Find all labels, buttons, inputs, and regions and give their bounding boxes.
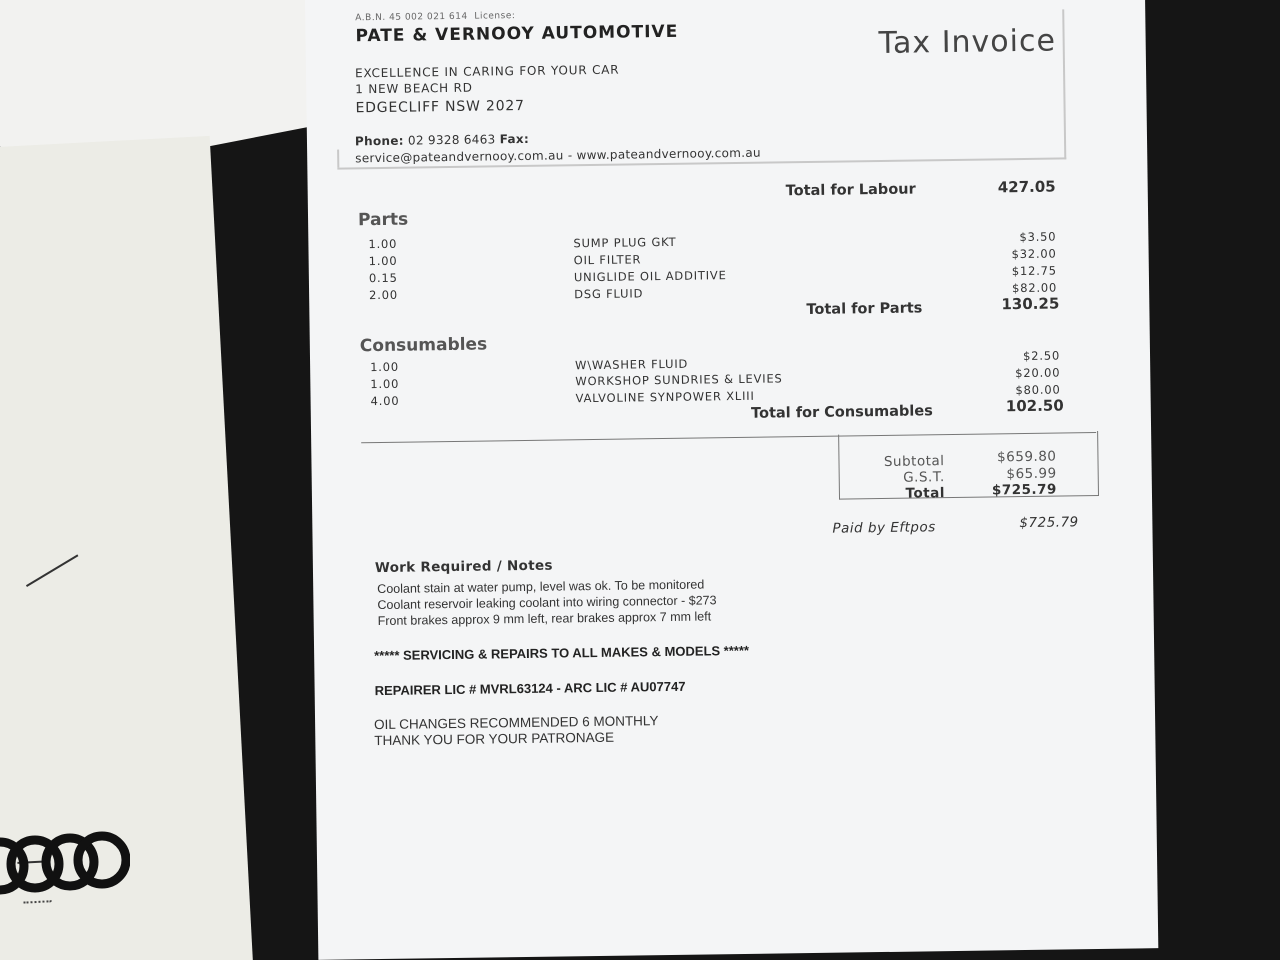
company-tagline: EXCELLENCE IN CARING FOR YOUR CAR [354, 62, 620, 81]
abn-line: A.B.N. 45 002 021 614 License: [355, 11, 516, 24]
gst-value: $65.99 [1006, 465, 1057, 483]
address-line-1: 1 NEW BEACH RD [355, 80, 473, 97]
parts-total-value: 130.25 [1001, 294, 1060, 314]
payment-amount: $725.79 [1019, 514, 1079, 532]
subtotal-value: $659.80 [997, 448, 1057, 466]
envelope-pen-mark [26, 554, 78, 587]
services-banner: ***** SERVICING & REPAIRS TO ALL MAKES & MODELS ***** [374, 642, 750, 664]
gst-label: G.S.T. [903, 469, 945, 486]
tax-invoice: A.B.N. 45 002 021 614 License: PATE & VERNOOY AUTOMOTIVE Tax Invoice EXCELLENCE IN CARING FOR YOUR CAR 1 NEW BEACH RD EDGECLIFF NSW 2027 Phone: 02 9328 6463 Fax: service@pateandvernooy.com.au - www.pateandvernooy.com.au Total for Labour 427.05 Parts 1.00 SUMP PLUG GKT $3.50 1.00 OIL FILTER $32.00 0.15 UNIGLIDE OIL ADDITIVE $12.75 2.00 DSG FLUID $82.00 Total for Parts 130.25 Consumables 1.00 W\WASHER FLUID $2.50 1.00 WORKSHOP SUNDRIES & LEVIES $20.00 4.00 VALVOLINE SYNPOWER XLIII $80.00 Total for Consumables 102.50 Subtotal $659.80 G.S.T. $65.99 Total $725.79 Paid by Eftpos $725.79 Work Required / Notes Coolant stain at water pump, level was ok. To be monitored Coolant reservoir leaking coolant into wiring connector - $273 Front brakes approx 9 mm left, rear brakes approx 7 mm left ***** SERVICING & REPAIRS TO ALL MAKES & MODELS ***** REPAIRER LIC # MVRL63124 - ARC LIC # AU07747 OIL CHANGES RECOMMENDED 6 MONTHLY THANK YOU FOR YOUR PATRONAGE [305, 0, 1158, 960]
consumables-heading: Consumables [359, 334, 488, 357]
footer-thanks: THANK YOU FOR YOUR PATRONAGE [374, 729, 615, 749]
subtotal-label: Subtotal [883, 453, 945, 470]
contact-web-line: service@pateandvernooy.com.au - www.pateandvernooy.com.au [355, 145, 762, 166]
payment-method: Paid by Eftpos [832, 519, 936, 537]
notes-heading: Work Required / Notes [374, 557, 553, 577]
consumables-total-value: 102.50 [1005, 396, 1064, 416]
consumables-total-label: Total for Consumables [750, 403, 933, 422]
brand-logo-rings [0, 826, 130, 901]
footer-oil-note: OIL CHANGES RECOMMENDED 6 MONTHLY [374, 713, 659, 733]
labour-total-label: Total for Labour [785, 181, 916, 200]
company-name: PATE & VERNOOY AUTOMOTIVE [355, 21, 679, 47]
labour-total-value: 427.05 [997, 177, 1056, 197]
document-title: Tax Invoice [878, 23, 1057, 61]
website-link[interactable]: www.pateandvernooy.com.au [576, 145, 762, 163]
parts-total-label: Total for Parts [806, 300, 923, 319]
licence-line: REPAIRER LIC # MVRL63124 - ARC LIC # AU07747 [374, 678, 686, 699]
list-item: Coolant reservoir leaking coolant into wiring connector - $273 [377, 593, 717, 613]
total-label: Total [905, 485, 946, 502]
parts-heading: Parts [357, 209, 409, 231]
phone-line: Phone: 02 9328 6463 Fax: [354, 131, 530, 149]
list-item: Coolant stain at water pump, level was ok. To be monitored [377, 577, 705, 597]
list-item: Front brakes approx 9 mm left, rear brakes approx 7 mm left [377, 609, 712, 629]
total-value: $725.79 [991, 481, 1058, 499]
address-line-2: EDGECLIFF NSW 2027 [355, 97, 525, 117]
email-link[interactable]: service@pateandvernooy.com.au [355, 148, 564, 166]
